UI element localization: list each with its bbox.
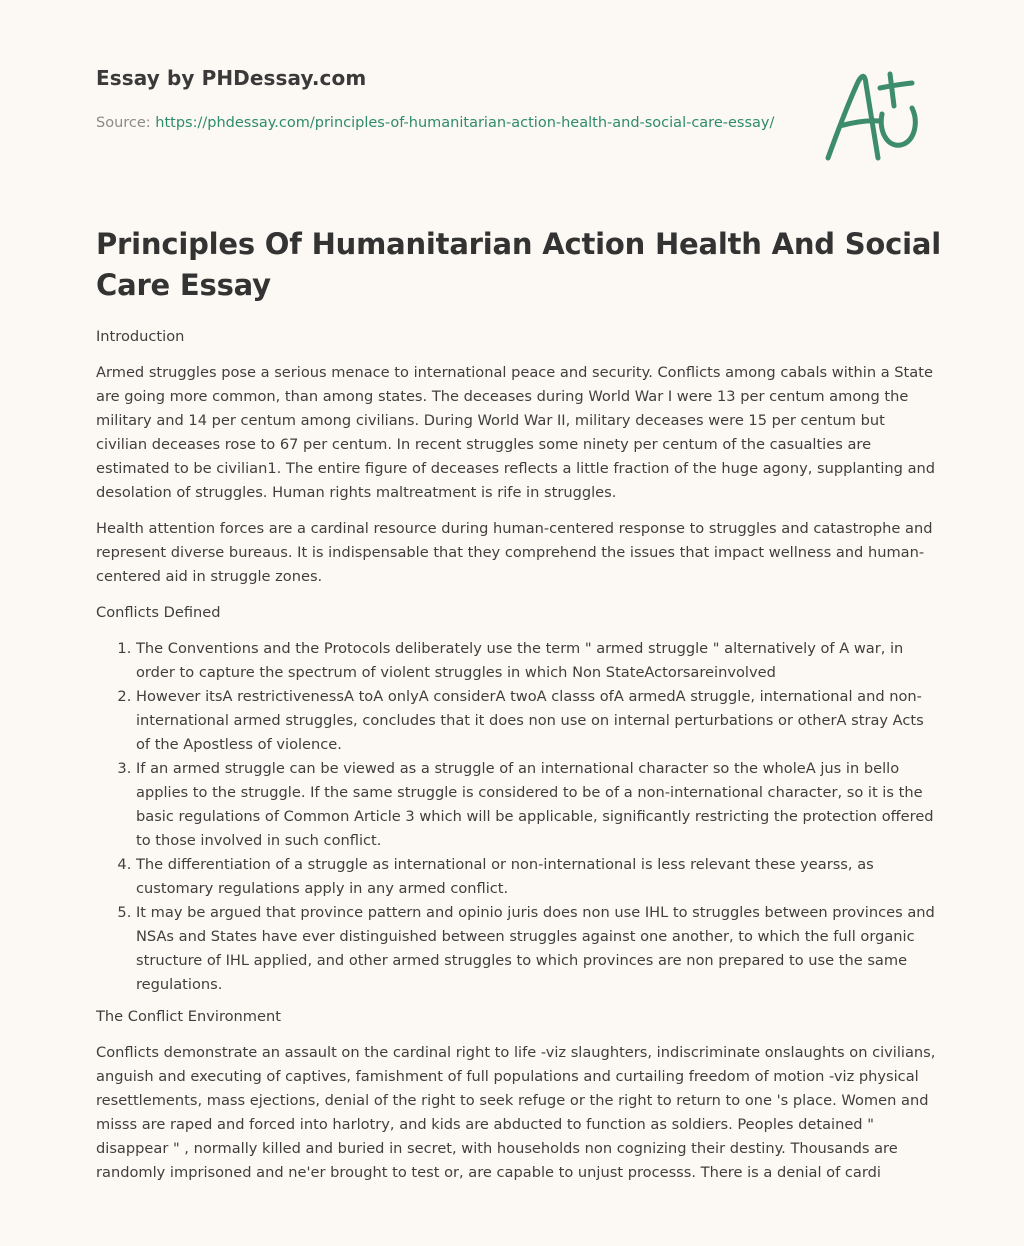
paragraph-2: Health attention forces are a cardinal resource during human-centered response to struggles and catastrophe and represent diverse bureaus. It is indispensable that they comprehend the issues that impact wellness and human-centered aid in struggle zones. — [96, 520, 933, 585]
numbered-list — [96, 637, 936, 997]
site-name: Essay by PHDessay.com — [96, 66, 367, 90]
source-label: Source: — [96, 115, 156, 131]
paragraph-3: Conflicts demonstrate an assault on the cardinal right to life -viz slaughters, indiscriminate onslaughts on civilians, anguish and executing of captives, famishment of full populations and curtailing freedom of motion -viz physical resettlements, mass ejections, denial of the right to seek refuge or the right to return to one 's place. Women and misss are raped and forced into harlotry, and kids are abducted to function as soldiers. Peoples detained " disappear " , normally killed and buried in secret, with households non cognizing their destiny. Thousands are randomly imprisoned and ne'er brought to test or, are capable to unjust processs. There is a denial of cardi — [96, 1044, 936, 1181]
paragraph-1: Armed struggles pose a serious menace to international peace and security. Conflicts among cabals within a State are going more common, than among states. The deceases during World War I were 13 per centum among the military and 14 per centum among civilians. During World War II, military deceases were 15 per centum but civilian deceases rose to 67 per centum. In recent struggles some ninety per centum of the casualties are estimated to be civilian1. The entire figure of deceases reflects a little fraction of the huge agony, supplanting and desolation of struggles. Human rights maltreatment is rife in struggles. — [96, 364, 936, 501]
list-item: 2. However itsA restrictivenessA toA onlyA considerA twoA classs ofA armedA struggle, international and non-international armed struggles, concludes that it does non use on internal perturbations or otherA stray Acts of the Apostless of violence. — [136, 685, 936, 757]
source-link[interactable]: https://phdessay.com/principles-of-humanitarian-action-health-and-social-care-essay/ — [155, 115, 775, 131]
list-item: 4. The differentiation of a struggle as international or non-international is less relevant these yearss, as customary regulations apply in any armed conflict. — [136, 853, 936, 901]
list-item: 3. If an armed struggle can be viewed as a struggle of an international character so the wholeA jus in bello applies to the struggle. If the same struggle is considered to be of a non-international character, so it is the basic regulations of Common Article 3 which will be applicable, significantly restricting the protection offered to those involved in such conflict. — [136, 757, 936, 853]
section-heading-introduction: Introduction — [96, 328, 185, 345]
source-line — [96, 112, 776, 134]
list-item: 5. It may be argued that province pattern and opinio juris does non use IHL to struggles between provinces and NSAs and States have ever distinguished between struggles against one another, to which the full organic structure of IHL applied, and other armed struggles to which provinces are non prepared to use the same regulations. — [136, 901, 936, 997]
essay-title: Principles Of Humanitarian Action Health And Social Care Essay — [96, 227, 941, 302]
a-plus-logo-icon — [818, 64, 934, 168]
section-heading-conflict-environment: The Conflict Environment — [96, 1008, 281, 1025]
list-item: 1. The Conventions and the Protocols deliberately use the term " armed struggle " alternatively of A war, in order to capture the spectrum of violent struggles in which Non StateActorsareinvolved — [136, 637, 936, 685]
section-heading-conflicts-defined: Conflicts Defined — [96, 604, 221, 621]
essay-body — [96, 325, 936, 1197]
